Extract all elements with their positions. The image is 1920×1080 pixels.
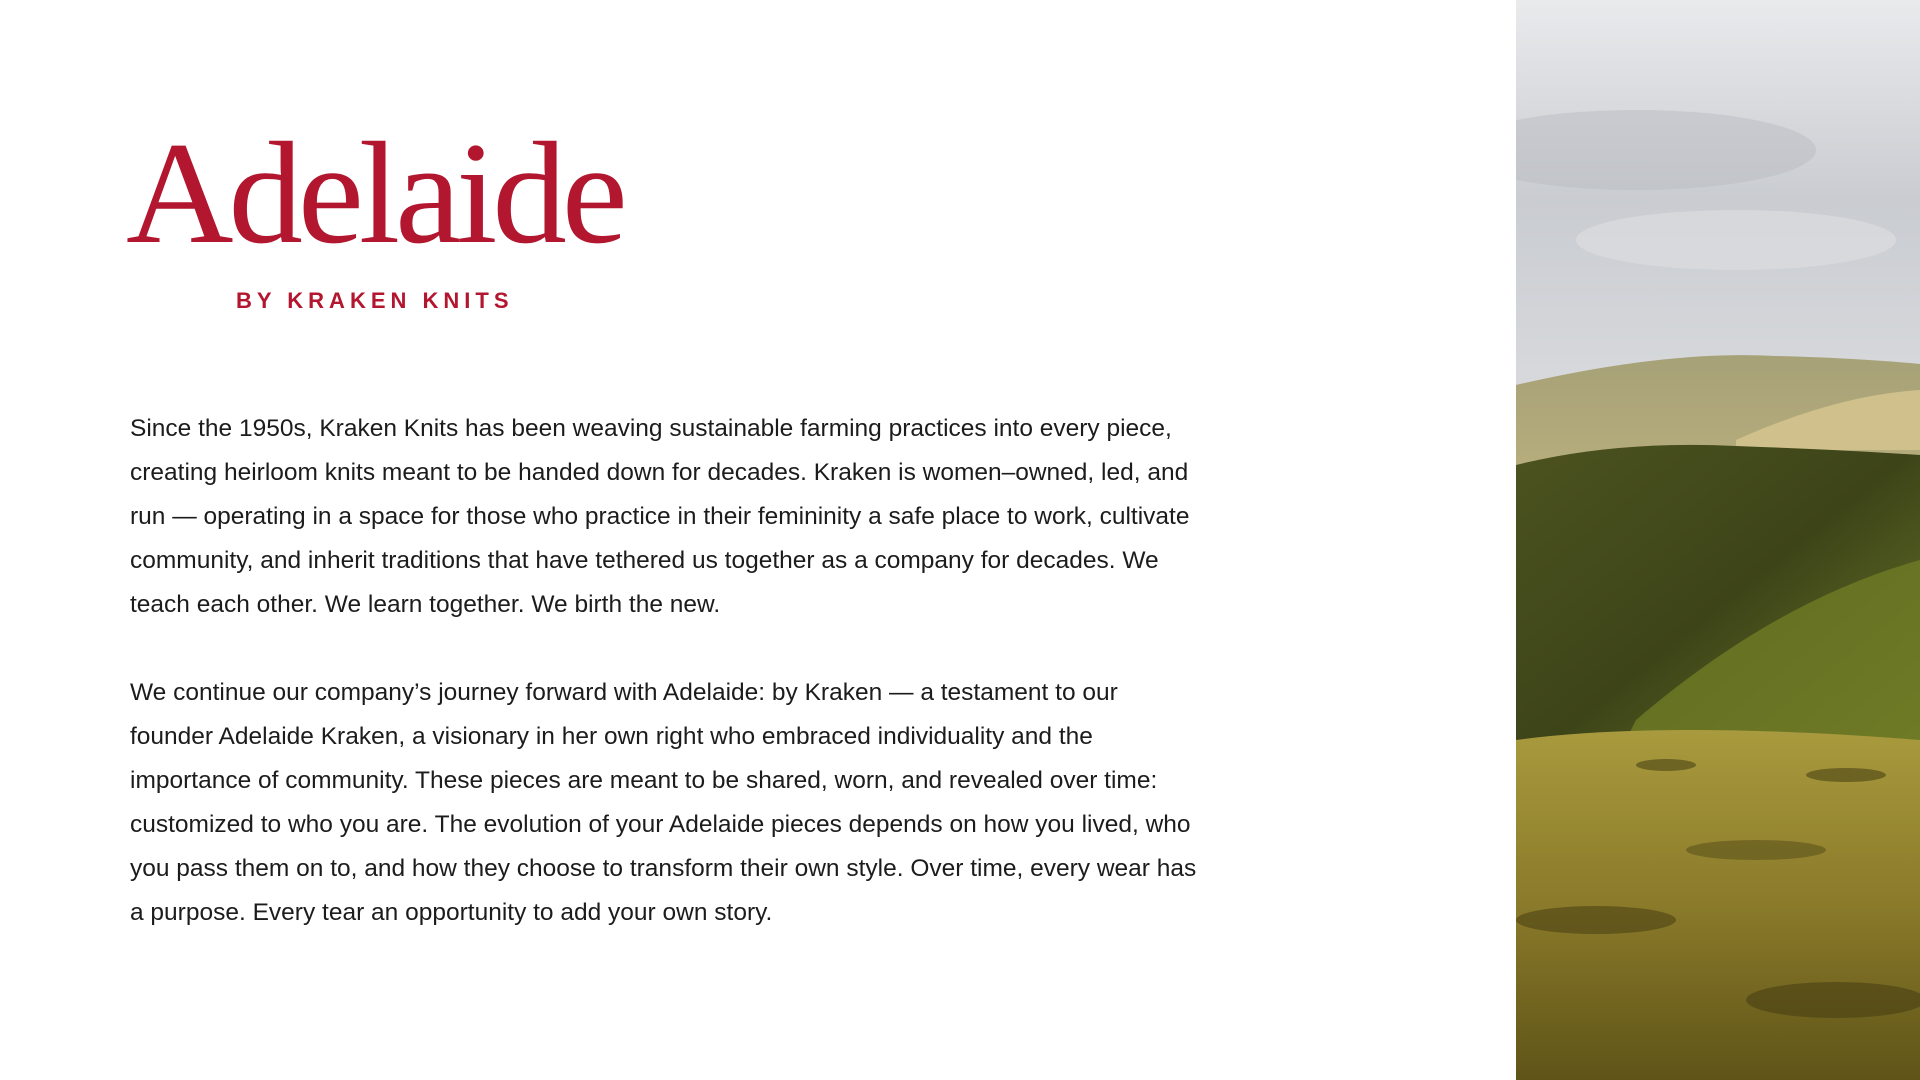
text-line: a purpose. Every tear an opportunity to add your own story.: [130, 899, 773, 926]
text-line: teach each other. We learn together. We birth the new.: [130, 591, 721, 618]
text-line: you pass them on to, and how they choose to transform their own style. Over time, every wear has: [130, 855, 1197, 882]
logo-byline: BY KRAKEN KNITS: [236, 288, 514, 313]
text-line: community, and inherit traditions that have tethered us together as a company for decades. We: [130, 547, 1159, 574]
text-line: creating heirloom knits meant to be handed down for decades. Kraken is women–owned, led, and: [130, 459, 1189, 486]
text-line: We continue our company’s journey forward with Adelaide: by Kraken — a testament to our: [130, 679, 1118, 706]
landscape-photo: [1516, 0, 1920, 1080]
text-line: Since the 1950s, Kraken Knits has been weaving sustainable farming practices into every piece,: [130, 415, 1172, 442]
story-paragraph: [130, 671, 1196, 935]
text-line: importance of community. These pieces are meant to be shared, worn, and revealed over time:: [130, 767, 1158, 794]
brand-logo: [126, 112, 636, 314]
text-line: run — operating in a space for those who practice in their femininity a safe place to work, cultivate: [130, 503, 1190, 530]
text-line: founder Adelaide Kraken, a visionary in her own right who embraced individuality and the: [130, 723, 1093, 750]
intro-paragraph: [130, 407, 1189, 627]
logo-wordmark: Adelaide: [126, 112, 623, 274]
text-line: customized to who you are. The evolution of your Adelaide pieces depends on how you lived, who: [130, 811, 1191, 838]
